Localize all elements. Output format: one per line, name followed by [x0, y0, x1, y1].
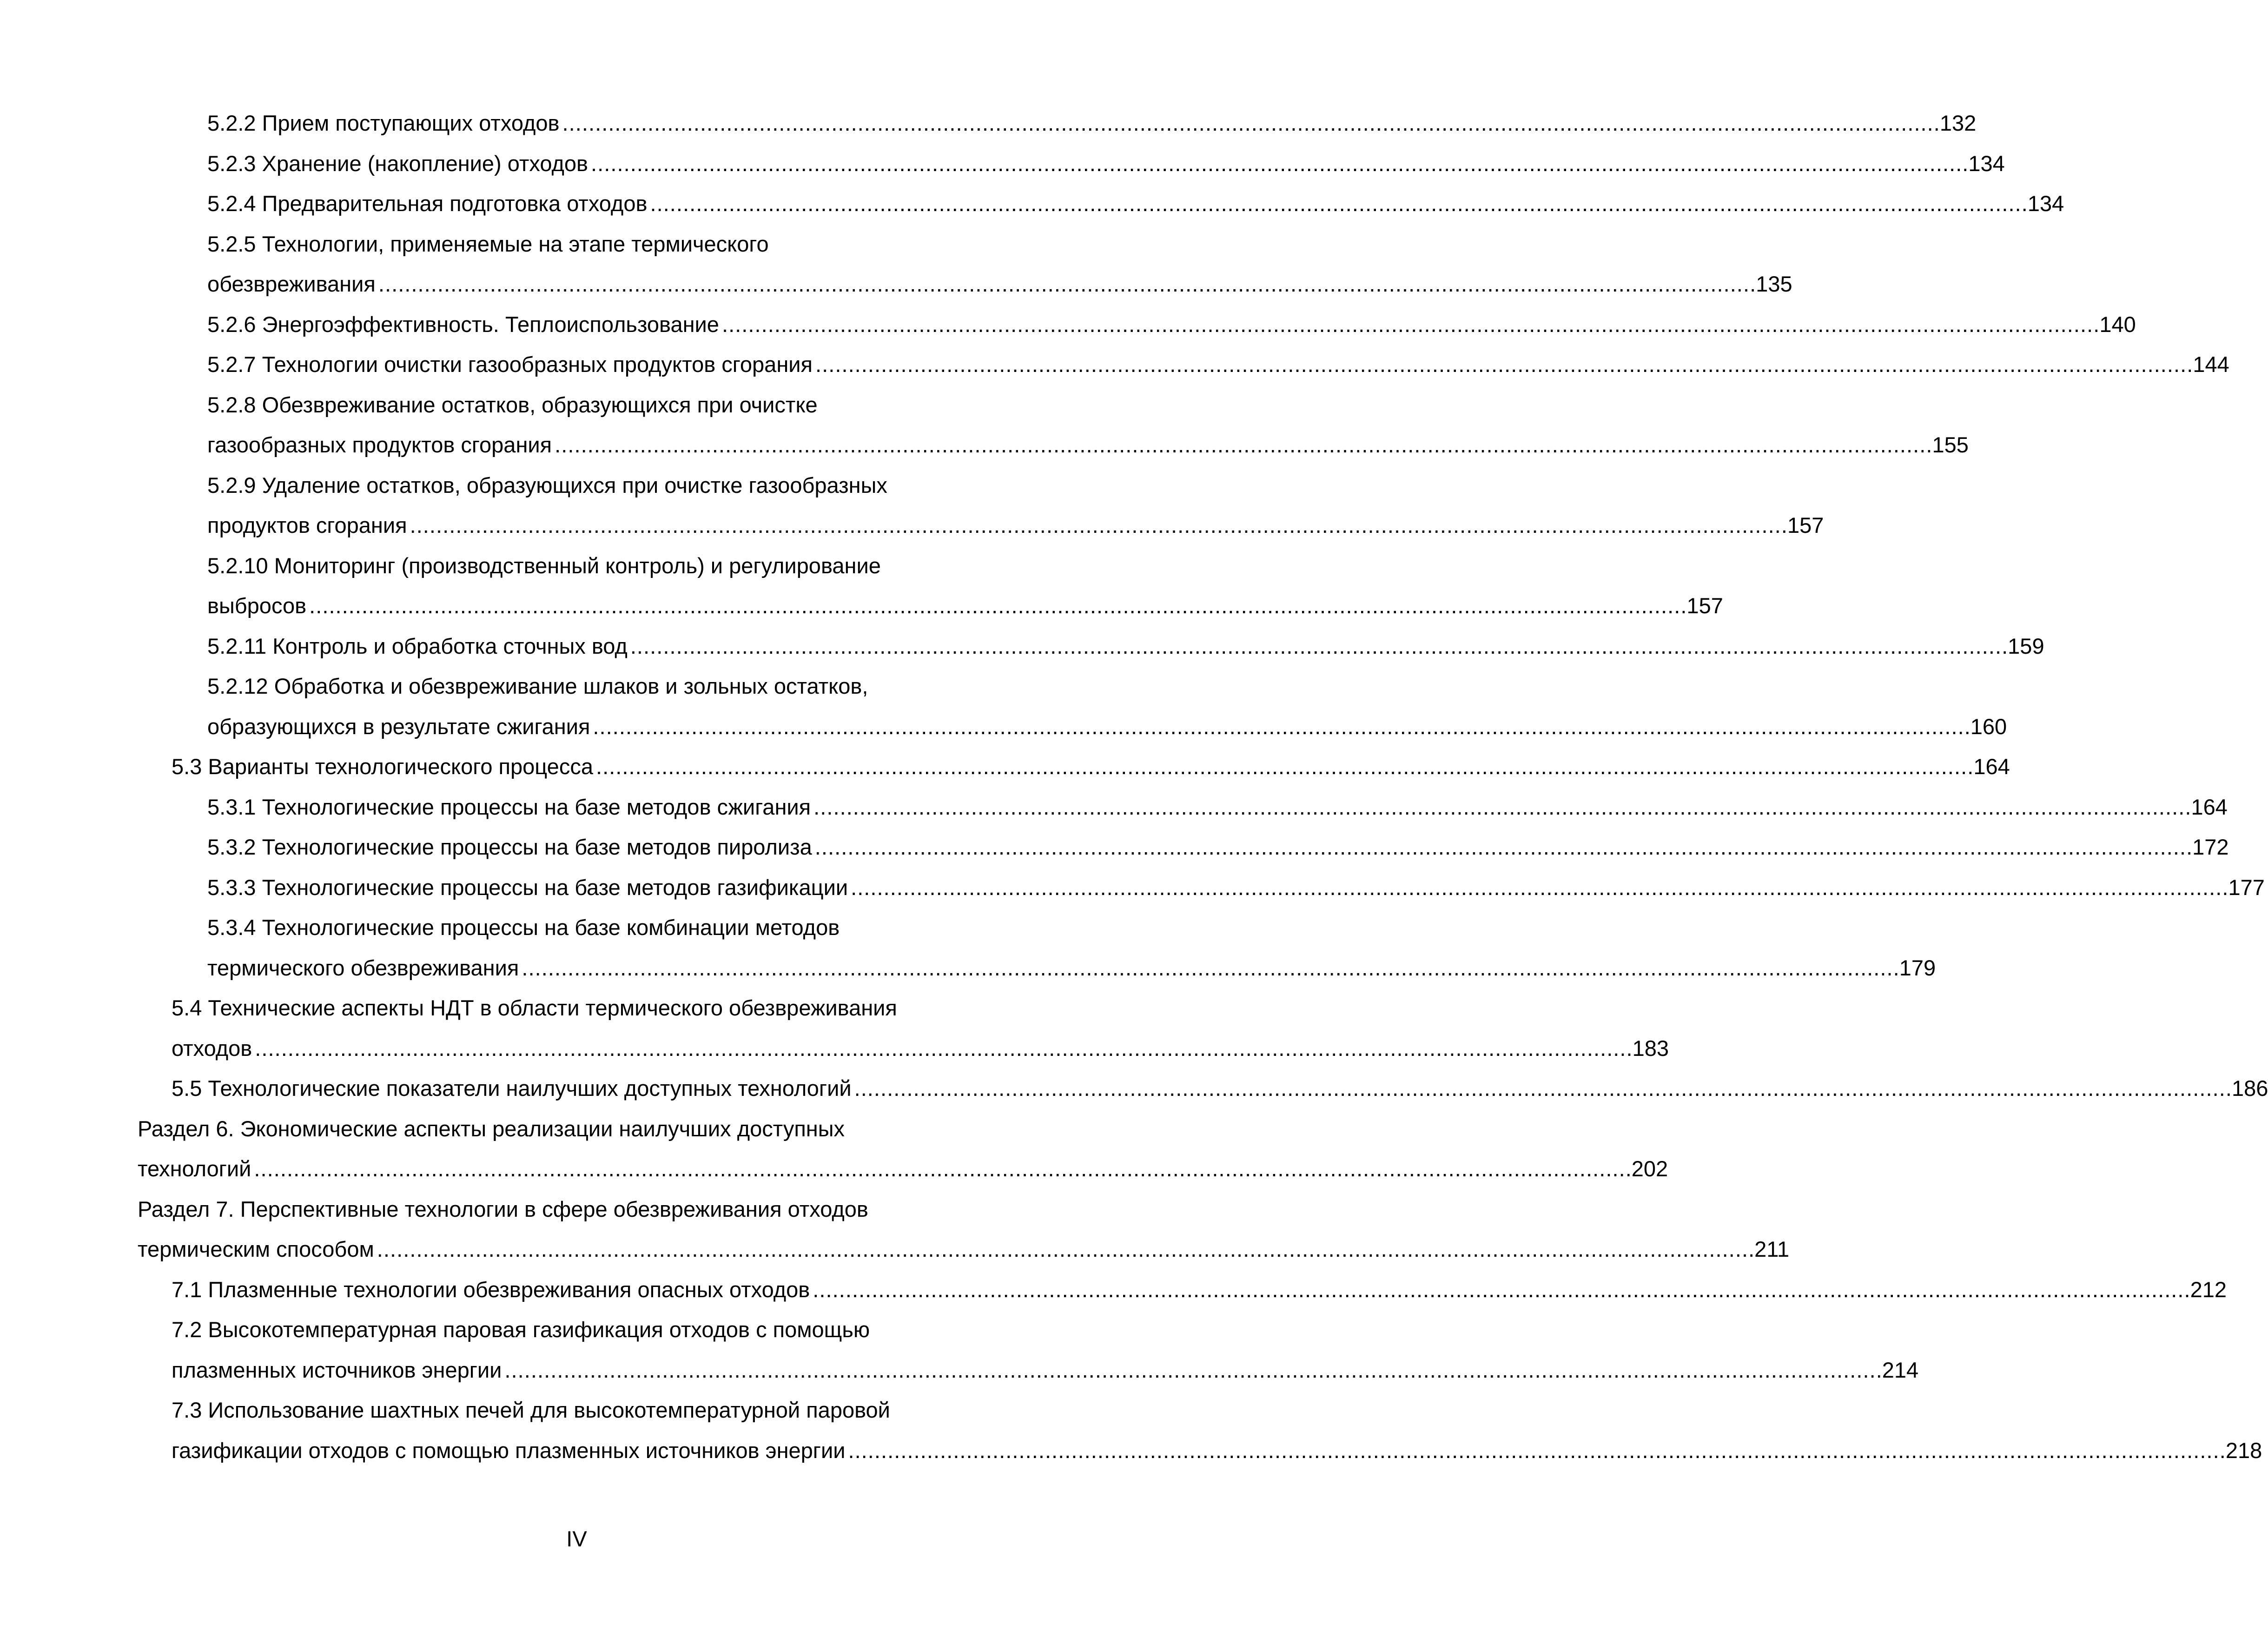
toc-entry-title-line: Раздел 7. Перспективные технологии в сфере обезвреживания отходов [138, 1196, 868, 1221]
toc-entry-line [207, 103, 1977, 144]
dot-leader [522, 948, 1896, 988]
toc-entry-title: 5.2.11 Контроль и обработка сточных вод [207, 633, 628, 658]
toc-entry-line [138, 1229, 1790, 1270]
toc-entry-title-line: 5.2.9 Удаление остатков, образующихся при очистке газообразных [207, 472, 887, 497]
dot-leader [815, 345, 2190, 385]
toc-entry-line [207, 425, 1969, 465]
toc-entry-title: обезвреживания [207, 272, 376, 296]
toc-entry-title: плазменных источников энергии [172, 1357, 502, 1382]
toc-entry[interactable] [138, 827, 2229, 868]
toc-entry-title-line: 5.2.8 Обезвреживание остатков, образующихся при очистке [207, 392, 818, 417]
dot-leader [593, 707, 1967, 747]
toc-entry-title: 5.2.7 Технологии очистки газообразных продуктов сгорания [207, 352, 813, 377]
toc-entry-line [207, 305, 2136, 345]
toc-entry-line [207, 184, 2064, 224]
toc-page-number: 214 [1882, 1357, 1919, 1382]
table-of-contents [138, 103, 2268, 1471]
toc-entry-title: 5.3.1 Технологические процессы на базе методов сжигания [207, 794, 811, 819]
toc-entry-title: термического обезвреживания [207, 955, 519, 980]
toc-entry-line [207, 264, 1792, 305]
toc-entry-title: продуктов сгорания [207, 513, 407, 537]
toc-entry-title-line: 5.2.12 Обработка и обезвреживание шлаков и зольных остатков, [207, 674, 868, 698]
toc-page-number: 157 [1686, 593, 1723, 618]
toc-entry-title-line: 5.3.4 Технологические процессы на базе комбинации методов [207, 915, 840, 940]
toc-entry-title: газообразных продуктов сгорания [207, 432, 552, 457]
toc-page-number: 202 [1631, 1156, 1668, 1181]
toc-entry[interactable] [138, 747, 2010, 787]
toc-entry-title-line: 5.2.10 Мониторинг (производственный контроль) и регулирование [207, 553, 881, 578]
dot-leader [378, 264, 1753, 305]
toc-entry-line [172, 1028, 1669, 1069]
toc-entry[interactable] [138, 546, 1723, 626]
toc-page-number: 177 [2228, 875, 2265, 900]
toc-page-number: 164 [1973, 754, 2010, 779]
toc-page-number: 212 [2190, 1277, 2227, 1302]
toc-entry-line [207, 868, 2265, 908]
toc-entry-line [207, 827, 2229, 868]
toc-entry-title: 5.3 Варианты технологического процесса [172, 754, 593, 779]
toc-page-number: 135 [1756, 272, 1792, 296]
toc-entry[interactable] [138, 1109, 1668, 1189]
toc-entry[interactable] [138, 666, 2007, 747]
toc-entry-title-line: 5.2.5 Технологии, применяемые на этапе термического [207, 231, 769, 256]
toc-entry-line [207, 505, 1824, 546]
toc-page-number: 134 [2027, 191, 2064, 216]
toc-entry-title-line: 7.2 Высокотемпературная паровая газификация отходов с помощью [172, 1317, 870, 1342]
toc-page-number: 211 [1754, 1237, 1790, 1261]
toc-page-number: 157 [1787, 513, 1824, 537]
toc-entry[interactable] [138, 345, 2229, 385]
toc-entry[interactable] [138, 305, 2136, 345]
dot-leader [851, 868, 2225, 908]
toc-entry-title: 5.2.2 Прием поступающих отходов [207, 111, 560, 135]
toc-entry[interactable] [138, 868, 2265, 908]
toc-entry-line [207, 787, 2228, 828]
dot-leader [254, 1149, 1628, 1189]
toc-entry-line [207, 144, 2005, 184]
toc-entry-line [172, 747, 2010, 787]
toc-page-number: 144 [2193, 352, 2229, 377]
toc-entry-title-line: Раздел 6. Экономические аспекты реализации наилучших доступных [138, 1116, 845, 1141]
toc-entry-title: термическим способом [138, 1237, 374, 1261]
page-number: IV [566, 1526, 587, 1551]
toc-entry-line [172, 1068, 2268, 1109]
toc-entry-title: 5.3.2 Технологические процессы на базе методов пиролиза [207, 835, 812, 859]
toc-entry-title-line: 7.3 Использование шахтных печей для высокотемпературной паровой [172, 1398, 890, 1422]
dot-leader [848, 1431, 2222, 1471]
toc-entry-title: 7.1 Плазменные технологии обезвреживания опасных отходов [172, 1277, 810, 1302]
dot-leader [410, 505, 1785, 546]
toc-entry[interactable] [138, 1390, 2262, 1471]
toc-entry-title: 5.3.3 Технологические процессы на базе методов газификации [207, 875, 848, 900]
toc-page-number: 183 [1632, 1035, 1669, 1061]
toc-entry[interactable] [138, 103, 1977, 144]
toc-entry-line [207, 626, 2044, 667]
toc-entry-line [207, 345, 2229, 385]
toc-page-number: 160 [1970, 714, 2007, 739]
toc-entry-title: газификации отходов с помощью плазменных источников энергии [172, 1438, 846, 1463]
toc-page-number: 218 [2225, 1438, 2262, 1463]
toc-entry[interactable] [138, 184, 2064, 224]
dot-leader [854, 1068, 2229, 1109]
dot-leader [722, 305, 2096, 345]
toc-entry-title: 5.2.3 Хранение (накопление) отходов [207, 151, 588, 176]
toc-entry-line [172, 1431, 2262, 1471]
toc-page-number: 164 [2191, 794, 2228, 819]
toc-entry[interactable] [138, 787, 2228, 828]
toc-entry[interactable] [138, 988, 1669, 1068]
toc-entry-title: технологий [138, 1156, 251, 1181]
dot-leader [255, 1028, 1629, 1069]
dot-leader [813, 787, 2188, 828]
dot-leader [813, 1270, 2187, 1310]
toc-page-number: 155 [1932, 432, 1969, 457]
toc-entry-title-line: 5.4 Технические аспекты НДТ в области термического обезвреживания [172, 995, 897, 1020]
toc-entry-title: выбросов [207, 593, 307, 618]
toc-entry[interactable] [138, 1270, 2227, 1310]
toc-page-number: 140 [2099, 312, 2136, 337]
toc-page-number: 134 [1968, 151, 2005, 176]
toc-entry[interactable] [138, 908, 1936, 988]
toc-entry-line [138, 1149, 1668, 1189]
dot-leader [562, 103, 1937, 144]
toc-entry-line [172, 1270, 2227, 1310]
toc-entry-line [207, 948, 1936, 988]
toc-entry[interactable] [138, 144, 2005, 184]
toc-entry[interactable] [138, 224, 1792, 305]
toc-entry[interactable] [138, 1068, 2268, 1109]
dot-leader [650, 184, 2024, 224]
toc-page-number: 159 [2008, 633, 2044, 658]
toc-page-number: 172 [2192, 835, 2229, 859]
toc-entry[interactable] [138, 1310, 1919, 1390]
toc-entry[interactable] [138, 465, 1824, 546]
dot-leader [555, 425, 1929, 465]
dot-leader [591, 144, 1965, 184]
dot-leader [596, 747, 1970, 787]
toc-entry-title: отходов [172, 1035, 252, 1061]
dot-leader [377, 1229, 1752, 1270]
toc-entry-line [172, 1350, 1919, 1391]
toc-page-number: 186 [2231, 1076, 2268, 1101]
toc-entry[interactable] [138, 385, 1969, 465]
toc-page-number: 132 [1939, 111, 1977, 135]
toc-entry[interactable] [138, 626, 2044, 667]
toc-entry-line [207, 707, 2007, 747]
toc-page-number: 179 [1899, 955, 1936, 980]
toc-entry-title: образующихся в результате сжигания [207, 714, 590, 739]
toc-entry-line [207, 586, 1723, 626]
dot-leader [504, 1350, 1879, 1391]
toc-entry[interactable] [138, 1189, 1790, 1270]
toc-entry-title: 5.2.6 Энергоэффективность. Теплоиспользование [207, 312, 719, 337]
toc-entry-title: 5.2.4 Предварительная подготовка отходов [207, 191, 648, 216]
dot-leader [815, 827, 2189, 868]
dot-leader [309, 586, 1684, 626]
dot-leader [630, 626, 2005, 667]
toc-entry-title: 5.5 Технологические показатели наилучших доступных технологий [172, 1076, 852, 1101]
